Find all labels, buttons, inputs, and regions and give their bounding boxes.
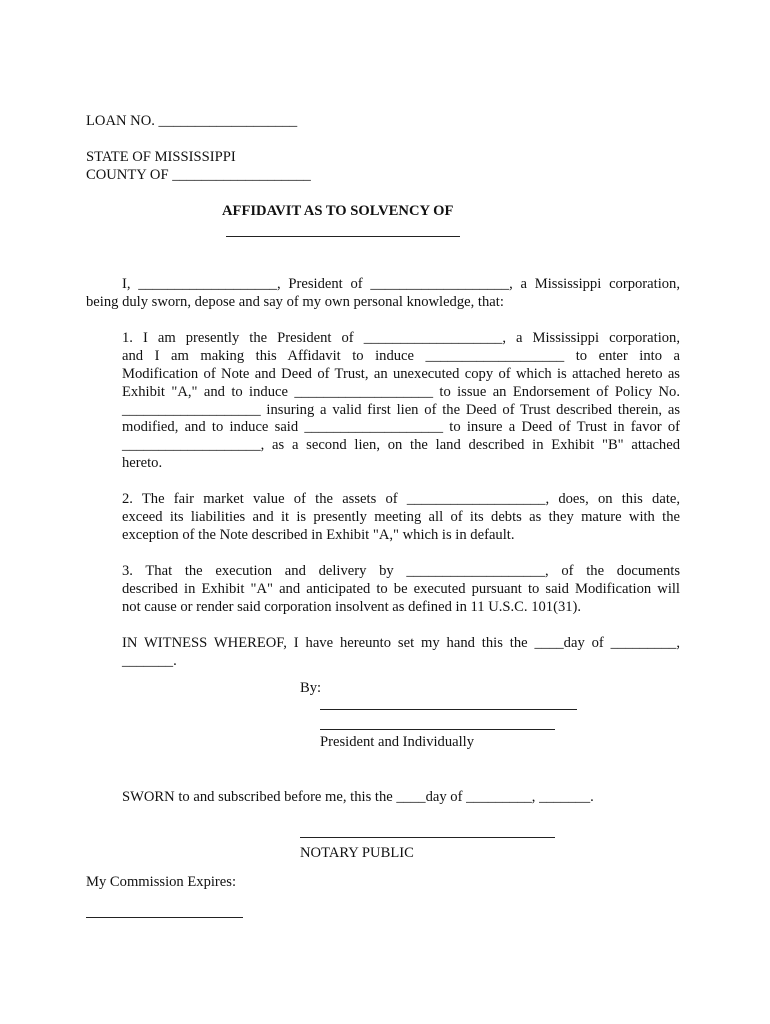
para2-line-3: exception of the Note described in Exhibit "A," which is in default. — [122, 527, 515, 543]
para1-line-7: ___________________, as a second lien, on the land described in Exhibit "B" attached — [122, 437, 680, 453]
state-line: STATE OF MISSISSIPPI — [86, 149, 236, 165]
para3-line-1: 3. That the execution and delivery by ___________________, of the documents — [122, 563, 680, 579]
commission-date-rule — [86, 917, 243, 918]
sworn-line: SWORN to and subscribed before me, this the ____day of _________, _______. — [122, 789, 594, 805]
para1-line-1: 1. I am presently the President of ___________________, a Mississippi corporation, — [122, 330, 680, 346]
intro-line-1: I, ___________________, President of ___________________, a Mississippi corporation, — [122, 276, 680, 292]
document-title: AFFIDAVIT AS TO SOLVENCY OF — [222, 203, 454, 219]
notary-signature-rule — [300, 837, 555, 838]
para1-line-5: ___________________ insuring a valid first lien of the Deed of Trust described therein, as — [122, 402, 680, 418]
witness-line-1: IN WITNESS WHEREOF, I have hereunto set my hand this the ____day of _________, — [122, 635, 680, 651]
loan-number-line: LOAN NO. ___________________ — [86, 113, 298, 129]
para1-line-4: Exhibit "A," and to induce ___________________ to issue an Endorsement of Policy No. — [122, 384, 680, 400]
para2-line-2: exceed its liabilities and it is presently meeting all of its debts as they mature with the — [122, 509, 680, 525]
para1-line-3: Modification of Note and Deed of Trust, an unexecuted copy of which is attached hereto as — [122, 366, 680, 382]
signature-rule-1 — [320, 709, 577, 710]
signature-rule-2 — [320, 729, 555, 730]
intro-line-2: being duly sworn, depose and say of my own personal knowledge, that: — [86, 294, 504, 310]
para1-line-6: modified, and to induce said ___________________ to insure a Deed of Trust in favor of — [122, 419, 680, 435]
witness-line-2: _______. — [122, 653, 177, 669]
para2-line-1: 2. The fair market value of the assets of ___________________, does, on this date, — [122, 491, 680, 507]
signature-caption: President and Individually — [320, 734, 475, 750]
para3-line-3: not cause or render said corporation insolvent as defined in 11 U.S.C. 101(31). — [122, 599, 582, 615]
signature-by-label: By: — [300, 680, 322, 696]
commission-expires-label: My Commission Expires: — [86, 874, 236, 890]
notary-public-label: NOTARY PUBLIC — [300, 845, 414, 861]
para3-line-2: described in Exhibit "A" and anticipated to be executed pursuant to said Modification will — [122, 581, 680, 597]
county-line: COUNTY OF ___________________ — [86, 167, 311, 183]
para1-line-8: hereto. — [122, 455, 163, 471]
title-blank-rule — [226, 236, 460, 237]
para1-line-2: and I am making this Affidavit to induce ___________________ to enter into a — [122, 348, 680, 364]
